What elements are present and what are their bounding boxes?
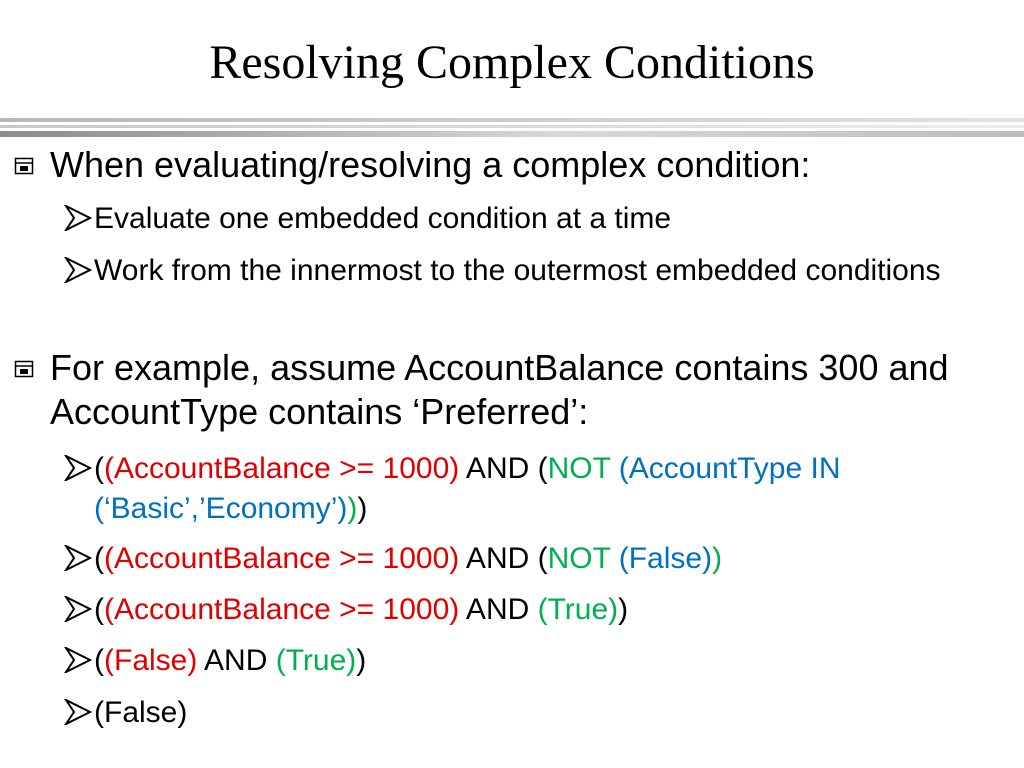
evaluation-step xyxy=(64,641,994,681)
inner-expression: (False) xyxy=(618,542,713,575)
boxed-square-bullet-icon xyxy=(14,360,34,378)
arrowhead-bullet-icon xyxy=(64,699,92,725)
bullet-level2 xyxy=(64,251,994,291)
bullet-level2 xyxy=(64,199,994,239)
arrowhead-bullet-icon xyxy=(64,647,92,673)
arrowhead-bullet-icon xyxy=(64,596,92,622)
false-expression: (AccountBalance >= 1000) xyxy=(104,452,460,485)
bullet-level1 xyxy=(14,143,1004,187)
false-expression: (AccountBalance >= 1000) xyxy=(104,593,460,626)
slide-title: Resolving Complex Conditions xyxy=(209,36,815,89)
arrowhead-bullet-icon xyxy=(64,545,92,571)
step-text: ((AccountBalance >= 1000) AND (True)) xyxy=(94,593,629,626)
evaluation-step xyxy=(64,539,994,579)
title-divider-bottom xyxy=(0,131,1024,137)
step-text: (False) xyxy=(94,696,188,729)
title-divider-top xyxy=(0,118,1024,122)
step-text: ((False) AND (True)) xyxy=(94,644,367,677)
true-expression: (True) xyxy=(537,593,619,626)
true-expression: (True) xyxy=(275,644,357,677)
false-expression: (AccountBalance >= 1000) xyxy=(104,542,460,575)
evaluation-step xyxy=(64,590,994,630)
step-text: ((AccountBalance >= 1000) AND (NOT (AccountType IN (‘Basic’,’Economy’))) xyxy=(94,452,841,525)
arrowhead-bullet-icon xyxy=(64,257,92,283)
inner-expression: (AccountType IN (‘Basic’,’Economy’) xyxy=(94,452,841,525)
true-expression: NOT xyxy=(547,452,619,485)
false-expression: (False) xyxy=(104,644,198,677)
step-text: ((AccountBalance >= 1000) AND (NOT (False)) xyxy=(94,542,723,575)
bullet-level1 xyxy=(14,346,1004,434)
bullet-text: For example, assume AccountBalance contains 300 and AccountType contains ‘Preferred’: xyxy=(50,347,949,432)
arrowhead-bullet-icon xyxy=(64,205,92,231)
evaluation-step xyxy=(64,693,994,733)
arrowhead-bullet-icon xyxy=(64,455,92,481)
bullet-text: When evaluating/resolving a complex condition: xyxy=(50,144,811,185)
bullet-text: Evaluate one embedded condition at a time xyxy=(94,202,672,235)
boxed-square-bullet-icon xyxy=(14,157,34,175)
bullet-text: Work from the innermost to the outermost embedded conditions xyxy=(94,254,941,287)
title-divider-middle xyxy=(0,125,1024,128)
evaluation-step xyxy=(64,449,994,529)
true-expression: NOT xyxy=(547,542,619,575)
